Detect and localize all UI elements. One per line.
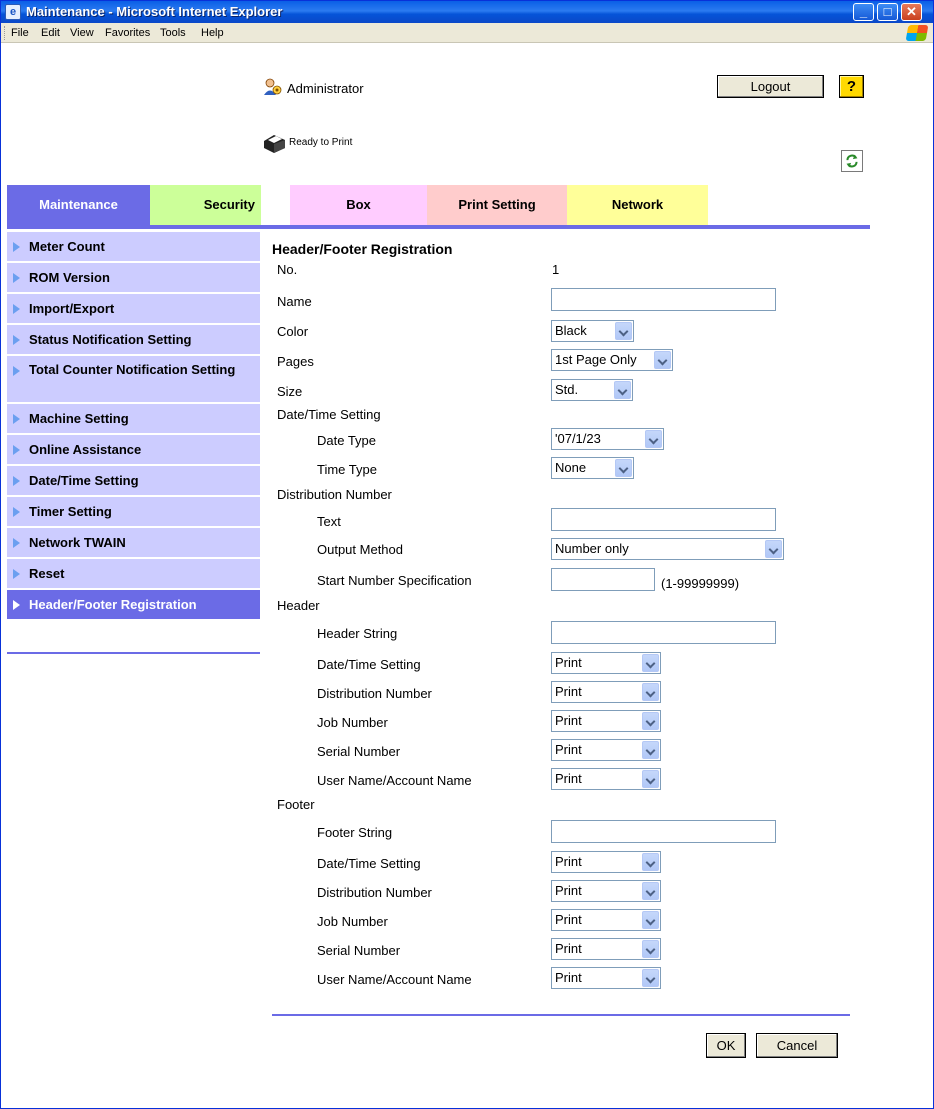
- sidebar-item-header-footer[interactable]: [7, 590, 260, 621]
- sidebar-item-meter-count[interactable]: [7, 232, 260, 263]
- arrow-right-icon: [13, 242, 20, 252]
- chevron-down-icon: [642, 911, 659, 929]
- time-type-select-value: None: [555, 460, 587, 475]
- header-datetime-select[interactable]: [551, 652, 661, 674]
- header-distribution-value: Print: [555, 684, 582, 699]
- start-number-field[interactable]: [551, 568, 655, 591]
- chevron-down-icon: [642, 654, 659, 672]
- chevron-down-icon: [654, 351, 671, 369]
- arrow-right-icon: [13, 600, 20, 610]
- sidebar-item-label: Network TWAIN: [29, 535, 126, 550]
- header-job-value: Print: [555, 713, 582, 728]
- arrow-right-icon: [13, 273, 20, 283]
- arrow-right-icon: [13, 476, 20, 486]
- menu-help[interactable]: Help: [201, 27, 224, 39]
- sidebar-item-label: Status Notification Setting: [29, 332, 192, 347]
- page-content: [1, 44, 933, 1108]
- sidebar-item-label: Timer Setting: [29, 504, 112, 519]
- arrow-right-icon: [13, 366, 20, 376]
- footer-user-select[interactable]: [551, 967, 661, 989]
- sidebar-item-label: Header/Footer Registration: [29, 597, 197, 612]
- date-type-select[interactable]: [551, 428, 664, 450]
- footer-string-field[interactable]: [551, 820, 776, 843]
- printer-status: Ready to Print: [289, 137, 353, 148]
- sidebar-item-timer-setting[interactable]: [7, 497, 260, 528]
- sidebar-item-network-twain[interactable]: [7, 528, 260, 559]
- footer-distribution-value: Print: [555, 883, 582, 898]
- administrator-icon: [263, 78, 283, 96]
- sidebar-divider: [7, 652, 260, 654]
- output-method-select-value: Number only: [555, 541, 629, 556]
- sidebar-item-date-time[interactable]: [7, 466, 260, 497]
- cancel-button[interactable]: Cancel: [756, 1033, 838, 1058]
- footer-user-value: Print: [555, 970, 582, 985]
- windows-logo-icon: [906, 25, 929, 41]
- sidebar-item-label: Machine Setting: [29, 411, 129, 426]
- time-type-select[interactable]: [551, 457, 634, 479]
- chevron-down-icon: [642, 969, 659, 987]
- window-title: Maintenance - Microsoft Internet Explorer: [26, 4, 283, 19]
- header-serial-select[interactable]: [551, 739, 661, 761]
- title-bar: [1, 1, 933, 23]
- header-section-label: Header: [277, 598, 320, 613]
- page-title: Header/Footer Registration: [272, 241, 453, 257]
- sidebar-item-label: Reset: [29, 566, 65, 581]
- arrow-right-icon: [13, 304, 20, 314]
- footer-distribution-select[interactable]: [551, 880, 661, 902]
- close-button[interactable]: ✕: [901, 3, 922, 21]
- output-method-label: Output Method: [317, 542, 403, 557]
- toolbar-grip: [4, 26, 7, 40]
- tab-print-setting[interactable]: Print Setting: [427, 185, 567, 225]
- tab-network[interactable]: Network: [567, 185, 708, 225]
- printer-icon: [262, 131, 287, 154]
- header-datetime-value: Print: [555, 655, 582, 670]
- pages-label: Pages: [277, 354, 314, 369]
- header-distribution-label: Distribution Number: [317, 686, 432, 701]
- footer-job-value: Print: [555, 912, 582, 927]
- sidebar-item-label: Date/Time Setting: [29, 473, 139, 488]
- footer-datetime-label: Date/Time Setting: [317, 856, 421, 871]
- size-select[interactable]: [551, 379, 633, 401]
- text-field[interactable]: [551, 508, 776, 531]
- size-select-value: Std.: [555, 382, 579, 397]
- footer-datetime-select[interactable]: [551, 851, 661, 873]
- header-string-field[interactable]: [551, 621, 776, 644]
- menu-file[interactable]: File: [11, 27, 29, 39]
- date-type-label: Date Type: [317, 433, 377, 448]
- header-distribution-select[interactable]: [551, 681, 661, 703]
- chevron-down-icon: [615, 322, 632, 340]
- output-method-select[interactable]: [551, 538, 784, 560]
- footer-datetime-value: Print: [555, 854, 582, 869]
- chevron-down-icon: [642, 853, 659, 871]
- size-label: Size: [277, 384, 303, 399]
- menu-bar: [1, 23, 933, 43]
- refresh-icon[interactable]: [841, 150, 863, 172]
- form-divider: [272, 1014, 850, 1016]
- sidebar-item-label: Online Assistance: [29, 442, 142, 457]
- header-user-value: Print: [555, 771, 582, 786]
- footer-job-select[interactable]: [551, 909, 661, 931]
- header-user-label: User Name/Account Name: [317, 773, 472, 788]
- pages-select[interactable]: [551, 349, 673, 371]
- tab-security[interactable]: Security: [150, 185, 261, 225]
- chevron-down-icon: [614, 381, 631, 399]
- header-string-label: Header String: [317, 626, 398, 641]
- footer-string-label: Footer String: [317, 825, 393, 840]
- header-serial-value: Print: [555, 742, 582, 757]
- no-value: 1: [552, 262, 560, 277]
- header-user-select[interactable]: [551, 768, 661, 790]
- footer-distribution-label: Distribution Number: [317, 885, 432, 900]
- header-serial-label: Serial Number: [317, 744, 401, 759]
- tab-divider: [7, 225, 870, 229]
- footer-job-label: Job Number: [317, 914, 388, 929]
- arrow-right-icon: [13, 335, 20, 345]
- chevron-down-icon: [642, 712, 659, 730]
- header-job-label: Job Number: [317, 715, 388, 730]
- user-role: Administrator: [287, 81, 364, 96]
- name-field[interactable]: [551, 288, 776, 311]
- datetime-section-label: Date/Time Setting: [277, 407, 381, 422]
- color-select-value: Black: [555, 323, 587, 338]
- sidebar-item-label: Total Counter Notification Setting: [29, 362, 236, 377]
- footer-user-label: User Name/Account Name: [317, 972, 472, 987]
- arrow-right-icon: [13, 414, 20, 424]
- arrow-right-icon: [13, 569, 20, 579]
- arrow-right-icon: [13, 538, 20, 548]
- minimize-button[interactable]: _: [853, 3, 874, 21]
- chevron-down-icon: [765, 540, 782, 558]
- chevron-down-icon: [642, 882, 659, 900]
- sidebar: [7, 232, 260, 621]
- ie-icon: e: [5, 4, 21, 20]
- footer-serial-label: Serial Number: [317, 943, 401, 958]
- distribution-section-label: Distribution Number: [277, 487, 392, 502]
- chevron-down-icon: [615, 459, 632, 477]
- text-label: Text: [317, 514, 341, 529]
- color-label: Color: [277, 324, 309, 339]
- chevron-down-icon: [642, 683, 659, 701]
- header-job-select[interactable]: [551, 710, 661, 732]
- name-label: Name: [277, 294, 312, 309]
- time-type-label: Time Type: [317, 462, 377, 477]
- footer-serial-value: Print: [555, 941, 582, 956]
- tab-box[interactable]: Box: [290, 185, 427, 225]
- color-select[interactable]: [551, 320, 634, 342]
- chevron-down-icon: [642, 741, 659, 759]
- sidebar-item-machine-setting[interactable]: [7, 404, 260, 435]
- sidebar-item-status-notification[interactable]: [7, 325, 260, 356]
- menu-tools[interactable]: Tools: [160, 27, 186, 39]
- maximize-button[interactable]: □: [877, 3, 898, 21]
- help-button[interactable]: ?: [839, 75, 864, 98]
- date-type-select-value: '07/1/23: [555, 431, 601, 446]
- menu-view[interactable]: View: [70, 27, 94, 39]
- chevron-down-icon: [645, 430, 662, 448]
- logout-button[interactable]: Logout: [717, 75, 824, 98]
- sidebar-item-online-assistance[interactable]: [7, 435, 260, 466]
- no-label: No.: [277, 262, 298, 277]
- chevron-down-icon: [642, 940, 659, 958]
- header-datetime-label: Date/Time Setting: [317, 657, 421, 672]
- pages-select-value: 1st Page Only: [555, 352, 637, 367]
- menu-edit[interactable]: Edit: [41, 27, 60, 39]
- chevron-down-icon: [642, 770, 659, 788]
- sidebar-item-rom-version[interactable]: [7, 263, 260, 294]
- start-number-range: (1-99999999): [661, 576, 740, 591]
- footer-serial-select[interactable]: [551, 938, 661, 960]
- arrow-right-icon: [13, 445, 20, 455]
- arrow-right-icon: [13, 507, 20, 517]
- menu-favorites[interactable]: Favorites: [105, 27, 151, 39]
- sidebar-item-total-counter[interactable]: [7, 356, 260, 404]
- tab-maintenance[interactable]: Maintenance: [7, 185, 150, 225]
- sidebar-item-reset[interactable]: [7, 559, 260, 590]
- sidebar-item-label: ROM Version: [29, 270, 110, 285]
- sidebar-item-label: Meter Count: [29, 239, 105, 254]
- start-number-label: Start Number Specification: [317, 573, 472, 588]
- sidebar-item-label: Import/Export: [29, 301, 115, 316]
- sidebar-item-import-export[interactable]: [7, 294, 260, 325]
- ok-button[interactable]: OK: [706, 1033, 746, 1058]
- footer-section-label: Footer: [277, 797, 315, 812]
